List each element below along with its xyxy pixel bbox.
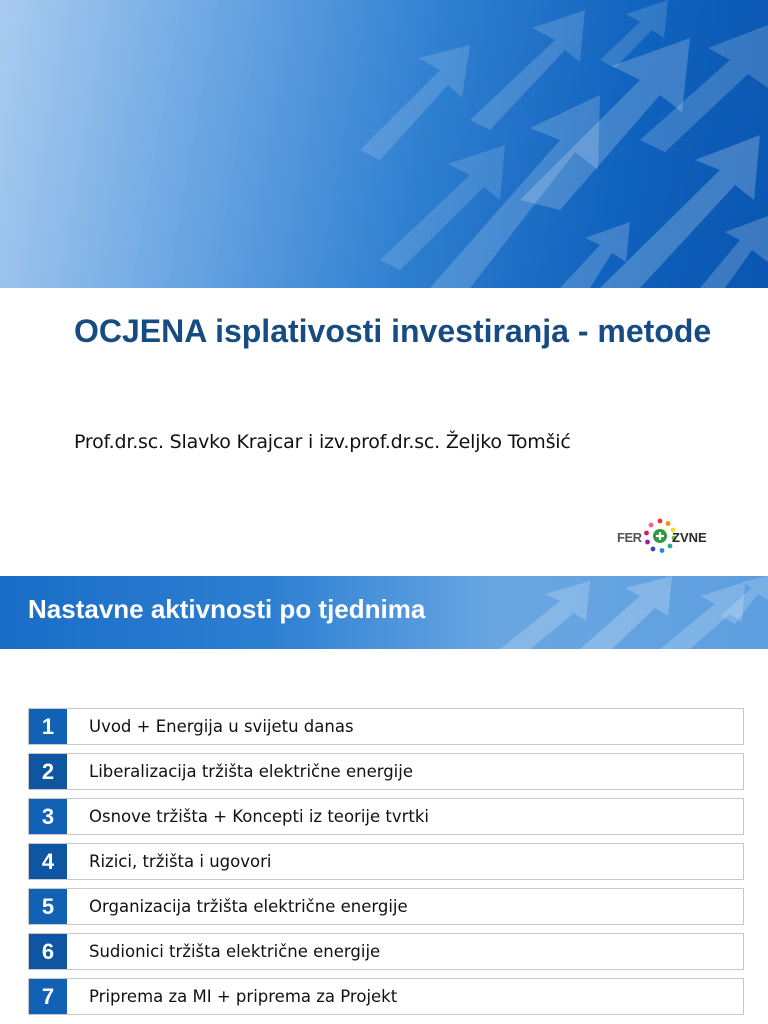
list-item [28, 843, 744, 880]
section-banner [0, 576, 768, 649]
activities-slide [0, 576, 768, 1024]
logo-zvne-text: ZVNE [672, 530, 707, 545]
list-item [28, 798, 744, 835]
week-number-badge: 5 [29, 889, 67, 924]
week-number-badge: 1 [29, 709, 67, 744]
week-number-badge: 3 [29, 799, 67, 834]
list-item [28, 888, 744, 925]
arrows-decoration [0, 0, 768, 288]
week-topic: Osnove tržišta + Koncepti iz teorije tvrtki [89, 807, 430, 826]
week-topic: Uvod + Energija u svijetu danas [89, 717, 354, 736]
arrow-banner [0, 0, 768, 288]
week-topic: Priprema za MI + priprema za Projekt [89, 987, 398, 1006]
week-topic: Liberalizacija tržišta električne energije [89, 762, 414, 781]
week-number-badge: 7 [29, 979, 67, 1014]
list-item [28, 978, 744, 1015]
week-number-badge: 6 [29, 934, 67, 969]
logo-fer-text: FER [617, 530, 642, 545]
week-topic: Organizacija tržišta električne energije [89, 897, 408, 916]
weeks-list [28, 708, 744, 1023]
week-number-badge: 2 [29, 754, 67, 789]
week-topic: Sudionici tržišta električne energije [89, 942, 381, 961]
list-item [28, 753, 744, 790]
section-title: Nastavne aktivnosti po tjednima [28, 594, 426, 624]
fer-zvne-logo [617, 516, 717, 556]
list-item [28, 933, 744, 970]
presentation-title: OCJENA isplativosti investiranja - metode [74, 313, 712, 349]
list-item [28, 708, 744, 745]
authors-line: Prof.dr.sc. Slavko Krajcar i izv.prof.dr.sc. Željko Tomšić [74, 431, 571, 453]
week-topic: Rizici, tržišta i ugovori [89, 852, 272, 871]
week-number-badge: 4 [29, 844, 67, 879]
